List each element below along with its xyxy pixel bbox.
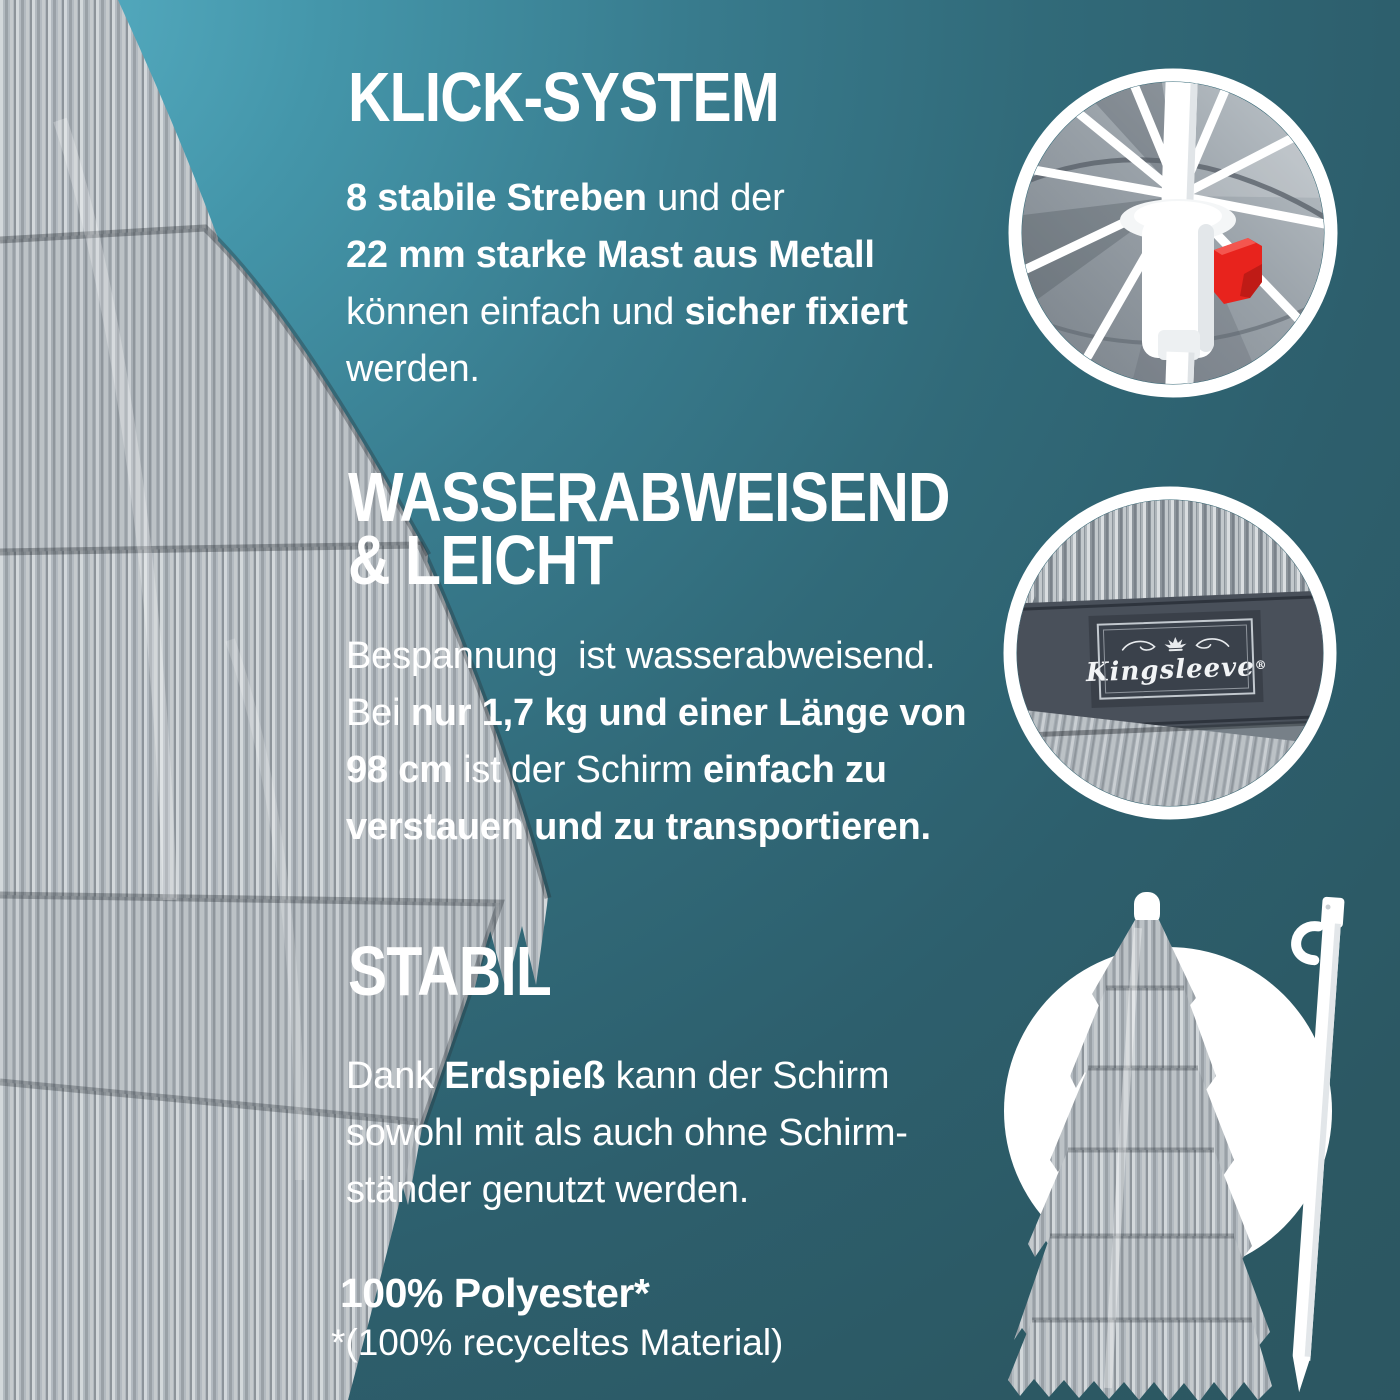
text-run: sowohl mit als auch ohne Schirm- [346, 1112, 908, 1154]
paragraph-line [346, 742, 966, 799]
closed-tier [1008, 1320, 1272, 1400]
section-heading: KLICK-SYSTEM [348, 58, 779, 136]
section-paragraph [346, 1048, 908, 1219]
section-heading-line2: & LEICHT [348, 521, 613, 599]
bold-text-run: verstauen und zu transportieren. [346, 806, 931, 848]
text-run: ständer genutzt werden. [346, 1169, 750, 1211]
paragraph-line [346, 170, 908, 227]
ground-spike [1265, 895, 1345, 1393]
section-heading: STABIL [348, 932, 551, 1010]
paragraph-line [346, 341, 908, 398]
bold-text-run: 98 cm [346, 749, 453, 791]
bold-text-run: einfach zu [702, 749, 887, 791]
brand-label [1085, 618, 1267, 699]
text-run: kann der Schirm [605, 1055, 890, 1097]
bold-text-run: 8 stabile Streben [346, 177, 647, 219]
section-heading: WASSERABWEISEND [348, 458, 950, 536]
registered-mark: ® [1254, 657, 1267, 672]
paragraph-line [346, 1162, 908, 1219]
section-paragraph [346, 170, 908, 398]
paragraph-line [346, 1048, 908, 1105]
bold-text-run: 22 mm starke Mast aus Metall [346, 234, 875, 276]
material-footnote: *(100% recyceltes Material) [331, 1322, 784, 1363]
spike-handle [1295, 925, 1319, 960]
paragraph-line [346, 685, 966, 742]
closed-umbrella [1008, 892, 1272, 1400]
text-run: werden. [346, 348, 480, 390]
bold-text-run: Erdspieß [444, 1055, 606, 1097]
section-paragraph [346, 628, 966, 856]
text-run: können einfach und [346, 291, 685, 333]
text-run: Bei [346, 692, 411, 734]
paragraph-line [346, 628, 966, 685]
paragraph-line [346, 799, 966, 856]
paragraph-line [346, 284, 908, 341]
paragraph-line [346, 1105, 908, 1162]
bold-text-run: sicher fixiert [684, 291, 908, 333]
text-run: Dank [346, 1055, 445, 1097]
spike-head [1321, 897, 1345, 928]
closed-umbrella-and-spike-photo [988, 888, 1368, 1400]
umbrella-pole-upper [1161, 68, 1198, 207]
material-claim: 100% Polyester* [340, 1270, 650, 1316]
text-run: Bespannung ist wasserabweisend. [346, 635, 936, 677]
brand-name-text: Kingsleeve [1085, 651, 1256, 688]
text-run: und der [646, 177, 785, 219]
brand-name [1085, 651, 1267, 688]
bold-text-run: nur 1,7 kg und einer Länge von [410, 692, 967, 734]
spike-tip [1290, 1356, 1310, 1393]
text-run: ist der Schirm [452, 749, 703, 791]
paragraph-line [346, 227, 908, 284]
klick-system-closeup-photo [1008, 68, 1338, 398]
